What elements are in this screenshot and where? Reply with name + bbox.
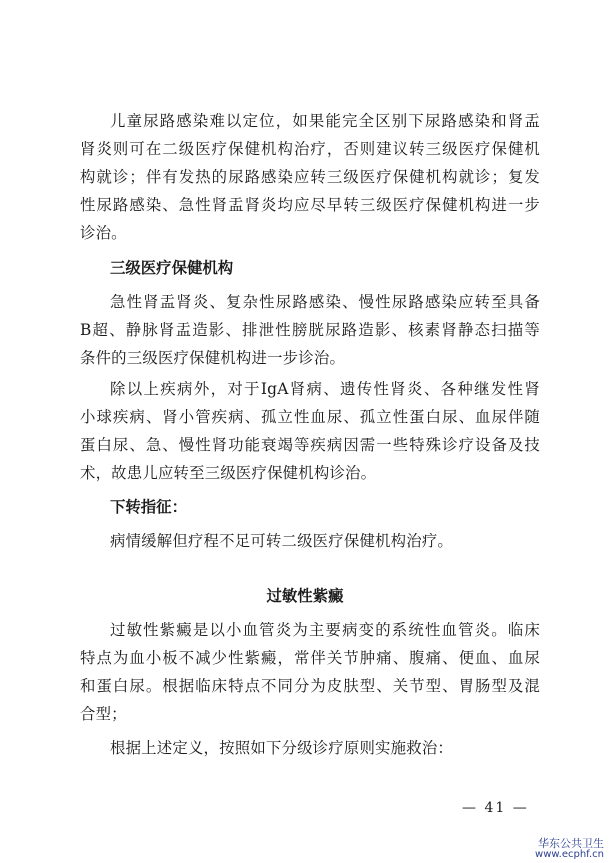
paragraph-line: 性尿路感染、急性肾盂肾炎均应尽早转三级医疗保健机构进一步 bbox=[80, 196, 540, 214]
page-number: — 41 — bbox=[462, 800, 529, 816]
paragraph-line: 过敏性紫癜是以小血管炎为主要病变的系统性血管炎。临床 bbox=[110, 621, 540, 639]
paragraph-line: 儿童尿路感染难以定位，如果能完全区别下尿路感染和肾盂 bbox=[110, 112, 540, 130]
section-heading: 三级医疗保健机构 bbox=[110, 259, 234, 277]
paragraph-line: 和蛋白尿。根据临床特点不同分为皮肤型、关节型、胃肠型及混 bbox=[80, 677, 540, 695]
paragraph-line: B超、静脉肾盂造影、排泄性膀胱尿路造影、核素肾静态扫描等 bbox=[80, 321, 540, 339]
paragraph-line: 根据上述定义，按照如下分级诊疗原则实施救治： bbox=[110, 739, 453, 757]
paragraph-line: 蛋白尿、急、慢性肾功能衰竭等疾病因需一些特殊诊疗设备及技 bbox=[80, 436, 540, 454]
paragraph-line: 构就诊；伴有发热的尿路感染应转三级医疗保健机构就诊；复发 bbox=[80, 168, 540, 186]
watermark-url: www.ecphf.cn bbox=[535, 849, 604, 860]
paragraph-line: 小球疾病、肾小管疾病、孤立性血尿、孤立性蛋白尿、血尿伴随 bbox=[80, 408, 540, 426]
paragraph-line: 特点为血小板不减少性紫癜，常伴关节肿痛、腹痛、便血、血尿 bbox=[80, 649, 540, 667]
paragraph-line: 术，故患儿应转至三级医疗保健机构诊治。 bbox=[80, 464, 377, 482]
downward-heading: 下转指征： bbox=[110, 498, 187, 516]
paragraph-line: 病情缓解但疗程不足可转二级医疗保健机构治疗。 bbox=[110, 532, 453, 550]
paragraph-line: 急性肾盂肾炎、复杂性尿路感染、慢性尿路感染应转至具备 bbox=[110, 293, 540, 311]
section-title: 过敏性紫癜 bbox=[266, 587, 344, 605]
paragraph-line: 合型； bbox=[80, 705, 127, 723]
paragraph-line: 诊治。 bbox=[80, 224, 127, 242]
paragraph-line: 条件的三级医疗保健机构进一步诊治。 bbox=[80, 349, 346, 367]
watermark-name: 华东公共卫生 bbox=[538, 837, 604, 850]
paragraph-line: 肾炎则可在二级医疗保健机构治疗，否则建议转三级医疗保健机 bbox=[80, 140, 540, 158]
paragraph-line: 除以上疾病外，对于IgA肾病、遗传性肾炎、各种继发性肾 bbox=[110, 380, 540, 398]
